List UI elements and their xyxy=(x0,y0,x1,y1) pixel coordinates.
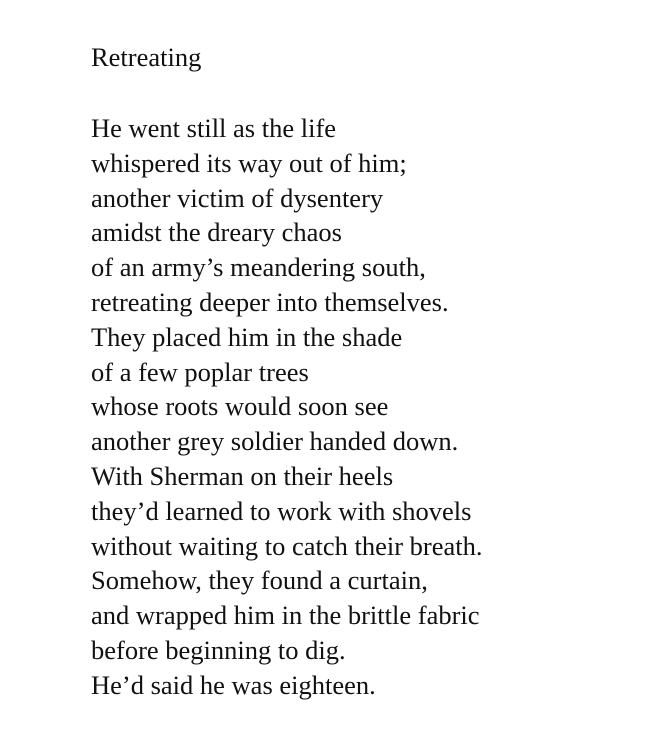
poem-line: without waiting to catch their breath. xyxy=(91,530,483,561)
poem-line: whose roots would soon see xyxy=(91,391,389,422)
poem-line: With Sherman on their heels xyxy=(91,460,394,491)
poem-line: another victim of dysentery xyxy=(91,182,384,213)
poem-line: of a few poplar trees xyxy=(91,356,309,387)
poem-line: amidst the dreary chaos xyxy=(91,217,342,248)
poem-title: Retreating xyxy=(91,42,202,72)
poem-line: and wrapped him in the brittle fabric xyxy=(91,600,480,631)
poem-line: He went still as the life xyxy=(91,113,337,143)
poem-line: they’d learned to work with shovels xyxy=(91,495,472,526)
poem-line: whispered its way out of him; xyxy=(91,147,407,178)
poem xyxy=(91,36,631,703)
poem-line: He’d said he was eighteen. xyxy=(91,669,376,700)
poem-body xyxy=(91,111,631,703)
poem-line: retreating deeper into themselves. xyxy=(91,286,449,317)
poem-line: another grey soldier handed down. xyxy=(91,426,459,457)
poem-line: before beginning to dig. xyxy=(91,634,346,665)
poem-line: of an army’s meandering south, xyxy=(91,252,426,283)
poem-line: Somehow, they found a curtain, xyxy=(91,565,428,596)
poem-line: They placed him in the shade xyxy=(91,321,403,352)
